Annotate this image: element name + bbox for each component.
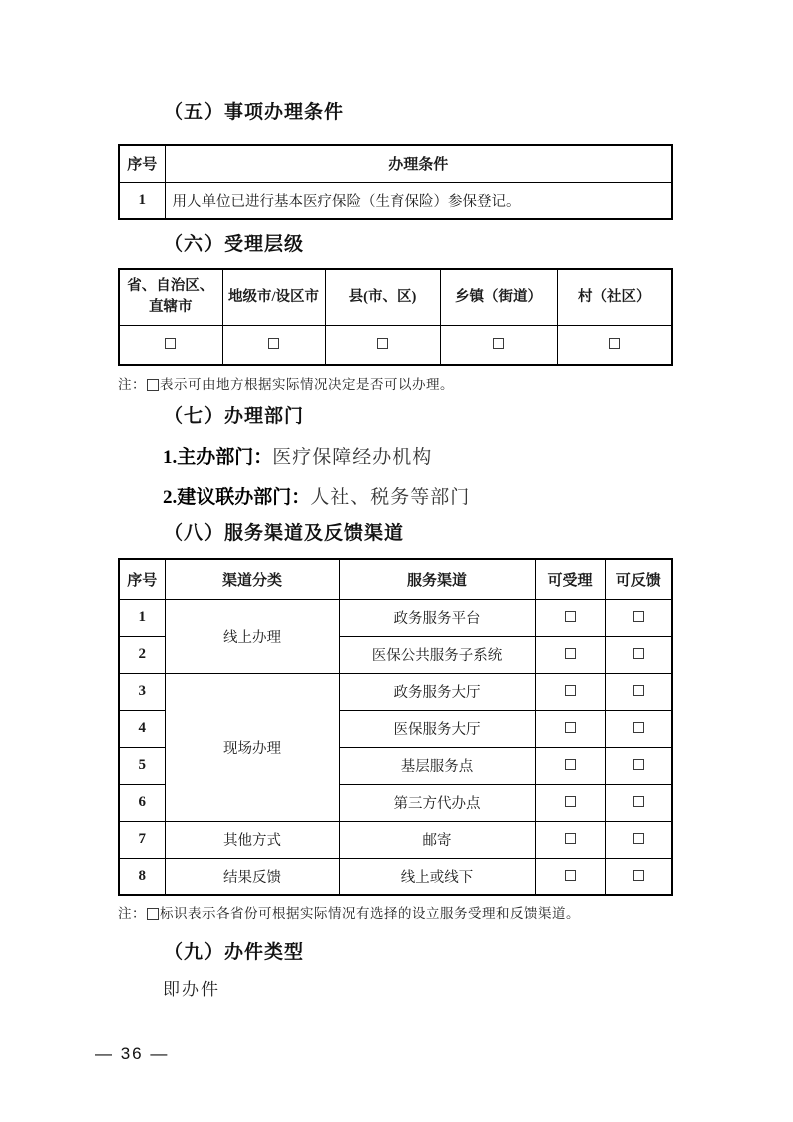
checkbox[interactable] — [633, 870, 644, 881]
checkbox[interactable] — [633, 796, 644, 807]
note-text: 标识表示各省份可根据实际情况有选择的设立服务受理和反馈渠道。 — [160, 906, 580, 921]
checkbox[interactable] — [633, 722, 644, 733]
checkbox[interactable] — [633, 611, 644, 622]
category-cell-other: 其他方式 — [165, 821, 339, 858]
section-heading-8: （八）服务渠道及反馈渠道 — [164, 523, 405, 544]
feedback-cell — [605, 599, 672, 636]
category-cell-online: 线上办理 — [165, 599, 339, 673]
level-cell-city — [222, 325, 325, 365]
checkbox[interactable] — [268, 338, 279, 349]
checkbox[interactable] — [565, 685, 576, 696]
channel-cell: 第三方代办点 — [339, 784, 535, 821]
acceptable-cell — [535, 636, 605, 673]
col-header-acceptable: 可受理 — [535, 559, 605, 599]
checkbox[interactable] — [377, 338, 388, 349]
channel-cell: 基层服务点 — [339, 747, 535, 784]
table-row — [119, 821, 672, 858]
col-header-condition: 办理条件 — [165, 145, 672, 182]
channels-table-note — [118, 904, 673, 924]
acceptable-cell — [535, 673, 605, 710]
dept-line-joint — [118, 484, 673, 511]
acceptable-cell — [535, 784, 605, 821]
channel-cell: 政务服务平台 — [339, 599, 535, 636]
checkbox[interactable] — [633, 833, 644, 844]
row-number: 4 — [119, 710, 165, 747]
section-heading-9: （九）办件类型 — [164, 942, 305, 963]
table-row — [119, 858, 672, 895]
page-number: — 36 — — [95, 1044, 170, 1063]
dept-label: 2.建议联办部门： — [163, 487, 311, 508]
checkbox[interactable] — [565, 833, 576, 844]
col-header-village: 村（社区） — [557, 269, 672, 325]
table-row — [119, 673, 672, 710]
table-row — [119, 599, 672, 636]
table-row — [119, 182, 672, 219]
feedback-cell — [605, 710, 672, 747]
table-header-row — [119, 145, 672, 182]
acceptable-cell — [535, 599, 605, 636]
conditions-table — [118, 144, 673, 220]
row-number: 7 — [119, 821, 165, 858]
checkbox[interactable] — [609, 338, 620, 349]
row-number: 6 — [119, 784, 165, 821]
category-cell-result: 结果反馈 — [165, 858, 339, 895]
level-cell-village — [557, 325, 672, 365]
row-number: 8 — [119, 858, 165, 895]
row-number: 2 — [119, 636, 165, 673]
col-header-city: 地级市/设区市 — [222, 269, 325, 325]
col-header-township: 乡镇（街道） — [440, 269, 557, 325]
feedback-cell — [605, 784, 672, 821]
checkbox[interactable] — [165, 338, 176, 349]
checkbox[interactable] — [565, 722, 576, 733]
section-heading-7: （七）办理部门 — [164, 406, 305, 427]
row-number: 1 — [119, 599, 165, 636]
col-header-province: 省、自治区、直辖市 — [119, 269, 222, 325]
row-number: 5 — [119, 747, 165, 784]
col-header-county: 县(市、区) — [325, 269, 440, 325]
handling-type-value: 即办件 — [163, 980, 220, 999]
checkbox[interactable] — [565, 648, 576, 659]
acceptable-cell — [535, 821, 605, 858]
checkbox[interactable] — [565, 870, 576, 881]
service-channels-table — [118, 558, 673, 896]
channel-cell: 医保公共服务子系统 — [339, 636, 535, 673]
checkbox[interactable] — [565, 611, 576, 622]
acceptance-levels-table — [118, 268, 673, 366]
channel-cell: 线上或线下 — [339, 858, 535, 895]
row-number: 1 — [119, 182, 165, 219]
acceptable-cell — [535, 710, 605, 747]
category-cell-onsite: 现场办理 — [165, 673, 339, 821]
table-header-row — [119, 269, 672, 325]
col-header-category: 渠道分类 — [165, 559, 339, 599]
dept-value: 医疗保障经办机构 — [272, 447, 433, 468]
section-heading-5: （五）事项办理条件 — [164, 102, 345, 123]
channel-cell: 邮寄 — [339, 821, 535, 858]
checkbox[interactable] — [565, 796, 576, 807]
table-header-row — [119, 559, 672, 599]
dept-label: 1.主办部门： — [163, 447, 273, 468]
channel-cell: 医保服务大厅 — [339, 710, 535, 747]
checkbox-icon — [147, 379, 159, 391]
page-content — [118, 0, 673, 1002]
col-header-seq: 序号 — [119, 145, 165, 182]
checkbox[interactable] — [633, 648, 644, 659]
acceptable-cell — [535, 747, 605, 784]
channel-cell: 政务服务大厅 — [339, 673, 535, 710]
checkbox[interactable] — [565, 759, 576, 770]
condition-text: 用人单位已进行基本医疗保险（生育保险）参保登记。 — [165, 182, 672, 219]
row-number: 3 — [119, 673, 165, 710]
checkbox[interactable] — [633, 685, 644, 696]
dept-line-main — [118, 444, 673, 471]
col-header-channel: 服务渠道 — [339, 559, 535, 599]
levels-table-note — [118, 375, 673, 395]
section-heading-6: （六）受理层级 — [164, 234, 305, 255]
note-prefix: 注： — [118, 906, 146, 921]
checkbox[interactable] — [633, 759, 644, 770]
level-cell-province — [119, 325, 222, 365]
checkbox[interactable] — [493, 338, 504, 349]
level-cell-county — [325, 325, 440, 365]
feedback-cell — [605, 673, 672, 710]
checkbox-row — [119, 325, 672, 365]
feedback-cell — [605, 858, 672, 895]
checkbox-icon — [147, 908, 159, 920]
feedback-cell — [605, 747, 672, 784]
acceptable-cell — [535, 858, 605, 895]
note-text: 表示可由地方根据实际情况决定是否可以办理。 — [160, 377, 454, 392]
feedback-cell — [605, 636, 672, 673]
col-header-feedback: 可反馈 — [605, 559, 672, 599]
feedback-cell — [605, 821, 672, 858]
note-prefix: 注： — [118, 377, 146, 392]
dept-value: 人社、税务等部门 — [310, 487, 471, 508]
col-header-seq: 序号 — [119, 559, 165, 599]
level-cell-township — [440, 325, 557, 365]
